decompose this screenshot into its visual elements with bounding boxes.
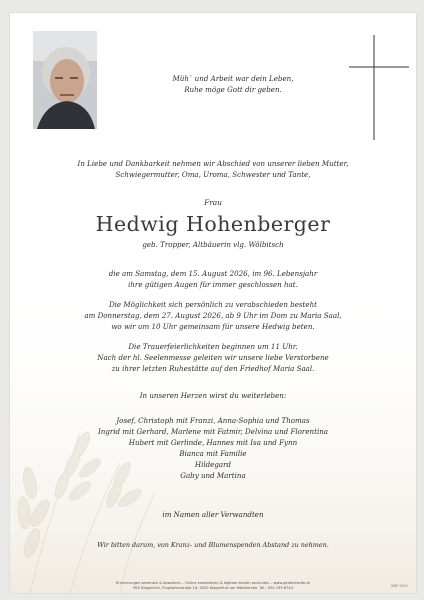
footer-line: PAX Klagenfurt, Flughafenstraße 16, 9020 Klagenfurt am Wörthersee, Tel.: 050 199 6744 [133, 586, 293, 590]
verse [133, 73, 333, 95]
birth-name: geb. Tropper, Altbäuerin vlg. Wölbitsch [142, 240, 284, 249]
viewing-line: Die Möglichkeit sich persönlich zu verabschieden besteht [108, 300, 318, 309]
ceremony-text [10, 341, 416, 374]
obituary-notice [10, 13, 416, 593]
footer-line: Erinnerungen sammeln & bewahren – Online kondolieren & digitale Kerzen anzünden – www.gedenkseite.at [116, 581, 310, 585]
ceremony-line: Nach der hl. Seelenmesse geleiten wir unsere liebe Verstorbene [97, 353, 329, 362]
relatives-line: im Namen aller Verwandten [162, 510, 264, 519]
death-text [10, 268, 416, 290]
mourner-entry: Josef, Christoph mit Franzi, Anna-Sophia und Thomas [116, 416, 310, 425]
mourner-entry: Gaby und Martina [180, 471, 246, 480]
ceremony-line: Die Trauerfeierlichkeiten beginnen um 11 Uhr. [128, 342, 298, 351]
cross-icon [349, 35, 409, 140]
donation-request: Wir bitten darum, von Kranz- und Blumenspenden Abstand zu nehmen. [97, 541, 329, 549]
verse-line: Ruhe möge Gott dir geben. [184, 85, 282, 94]
intro-text [10, 158, 416, 180]
mourners-list [10, 415, 416, 481]
salutation: Frau [204, 198, 222, 207]
mourner-entry: Bianca mit Familie [179, 449, 247, 458]
deceased-name: Hedwig Hohenberger [95, 212, 331, 236]
ceremony-line: zu ihrer letzten Ruhestätte auf den Friedhof Maria Saal. [111, 364, 315, 373]
document-code: BDP 9421 [391, 584, 408, 588]
viewing-line: wo wir um 10 Uhr gemeinsam für unsere Hedwig beten. [111, 322, 315, 331]
mourner-entry: Hubert mit Gerlinde, Hannes mit Isa und Fynn [128, 438, 298, 447]
viewing-text [10, 299, 416, 332]
mourner-entry: Hildegard [194, 460, 232, 469]
mourner-entry: Ingrid mit Gerhard, Marlene mit Fatmir, Delvina und Florentina [97, 427, 329, 436]
memory-heading: In unseren Herzen wirst du weiterleben: [139, 391, 287, 400]
verse-line: Müh` und Arbeit war dein Leben, [172, 74, 294, 83]
intro-line: Schwiegermutter, Oma, Uroma, Schwester und Tante, [115, 170, 311, 179]
intro-line: In Liebe und Dankbarkeit nehmen wir Abschied von unserer lieben Mutter, [77, 159, 349, 168]
deceased-photo [33, 31, 97, 129]
death-line: ihre gütigen Augen für immer geschlossen hat. [128, 280, 298, 289]
death-line: die am Samstag, dem 15. August 2026, im 96. Lebensjahr [108, 269, 318, 278]
viewing-line: am Donnerstag, dem 27. August 2026, ab 9 Uhr im Dom zu Maria Saal, [84, 311, 342, 320]
footer [10, 581, 416, 591]
